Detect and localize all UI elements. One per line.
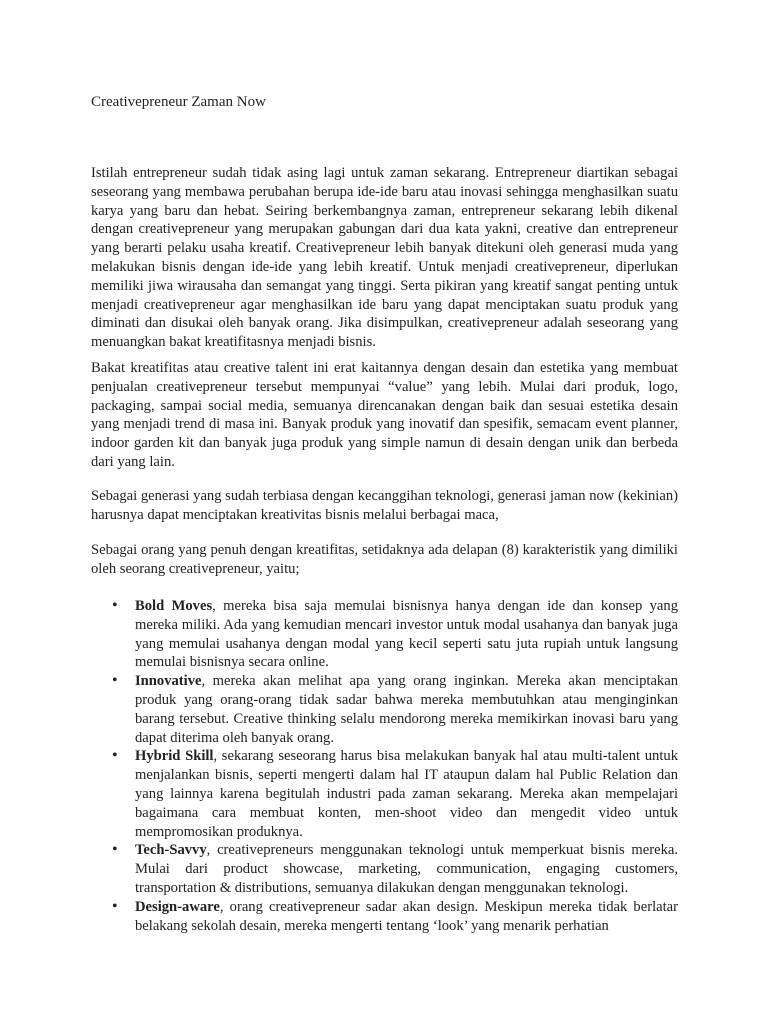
list-item-term: Design-aware	[135, 898, 220, 915]
list-item-term: Tech-Savvy	[135, 842, 207, 859]
list-item-text: , mereka bisa saja memulai bisnisnya hanya dengan ide dan konsep yang mereka miliki. Ada yang kemudian mencari investor untuk modal usahanya dan banyak juga yang memulai usahanya dengan modal yang kecil seperti satu juta rupiah untuk langsung memulai bisnisnya secara online.	[135, 598, 679, 671]
document-title: Creativepreneur Zaman Now	[91, 94, 266, 110]
paragraph-creative-talent: Bakat kreatifitas atau creative talent ini erat kaitannya dengan desain dan estetika yang membuat penjualan creativepreneur tersebut mempunyai “value” yang lebih. Mulai dari produk, logo, packaging, sampai social media, semuanya direncanakan dengan baik dan sesuai estetika desain yang menjadi trend di masa ini. Banyak produk yang inovatif dan spesifik, semacam event planner, indoor garden kit dan banyak juga produk yang simple namun di desain dengan unik dan berbeda dari yang lain.	[91, 360, 678, 470]
list-item-term: Bold Moves	[135, 598, 213, 614]
list-item-term: Hybrid Skill	[135, 748, 214, 765]
list-item	[91, 747, 678, 841]
list-item-term: Innovative	[135, 673, 202, 690]
list-item-text: , creativepreneurs menggunakan teknologi untuk memperkuat bisnis mereka. Mulai dari product showcase, marketing, communication, engaging customers, transportation & distributions, semuanya dilakukan dengan menggunakan teknologi.	[135, 842, 678, 896]
paragraph-generation: Sebagai generasi yang sudah terbiasa dengan kecanggihan teknologi, generasi jaman now (kekinian) harusnya dapat menciptakan kreativitas bisnis melalui berbagai maca,	[91, 488, 678, 523]
list-item	[91, 898, 678, 936]
list-item-text: , sekarang seseorang harus bisa melakukan banyak hal atau multi-talent untuk menjalankan bisnis, seperti mengerti dalam hal IT ataupun dalam hal Public Relation dan yang lainnya karena begitulah industri pada zaman sekarang. Mereka akan mempelajari bagaimana cara membuat konten, men-shoot video dan mengedit video untuk mempromosikan produknya.	[135, 748, 678, 840]
list-item	[91, 597, 678, 672]
list-item-text: , mereka akan melihat apa yang orang inginkan. Mereka akan menciptakan produk yang orang-orang tidak sadar bahwa mereka membutuhkan atau menginginkan barang tersebut. Creative thinking selalu mendorong mereka memikirkan inovasi baru yang dapat diterima oleh banyak orang.	[135, 673, 678, 746]
paragraph-characteristics-intro: Sebagai orang yang penuh dengan kreatifitas, setidaknya ada delapan (8) karakteristik yang dimiliki oleh seorang creativepreneur, yaitu;	[91, 542, 678, 577]
list-item	[91, 841, 678, 897]
paragraph-intro: Istilah entrepreneur sudah tidak asing lagi untuk zaman sekarang. Entrepreneur diartikan sebagai seseorang yang membawa perubahan berupa ide-ide baru atau inovasi sehingga menghasilkan suatu karya yang baru dan hebat. Seiring berkembangnya zaman, entrepreneur sekarang lebih dikenal dengan creativepreneur yang merupakan gabungan dari dua kata yakni, creative dan entrepreneur yang berarti pelaku usaha kreatif. Creativepreneur lebih banyak ditekuni oleh generasi muda yang melakukan bisnis dengan ide-ide yang lebih kreatif. Untuk menjadi creativepreneur, diperlukan memiliki jiwa wirausaha dan semangat yang tinggi. Serta pikiran yang kreatif sangat penting untuk menjadi creativepreneur agar menghasilkan ide baru yang dapat menciptakan suatu produk yang diminati dan disukai oleh banyak orang. Jika disimpulkan, creativepreneur adalah seseorang yang menuangkan bakat kreatifitasnya menjadi bisnis.	[91, 165, 678, 351]
list-item	[91, 672, 678, 747]
characteristics-list	[91, 597, 678, 935]
list-item-text: , orang creativepreneur sadar akan design. Meskipun mereka tidak berlatar belakang sekolah desain, mereka mengerti tentang ‘look’ yang menarik perhatian	[135, 898, 678, 934]
